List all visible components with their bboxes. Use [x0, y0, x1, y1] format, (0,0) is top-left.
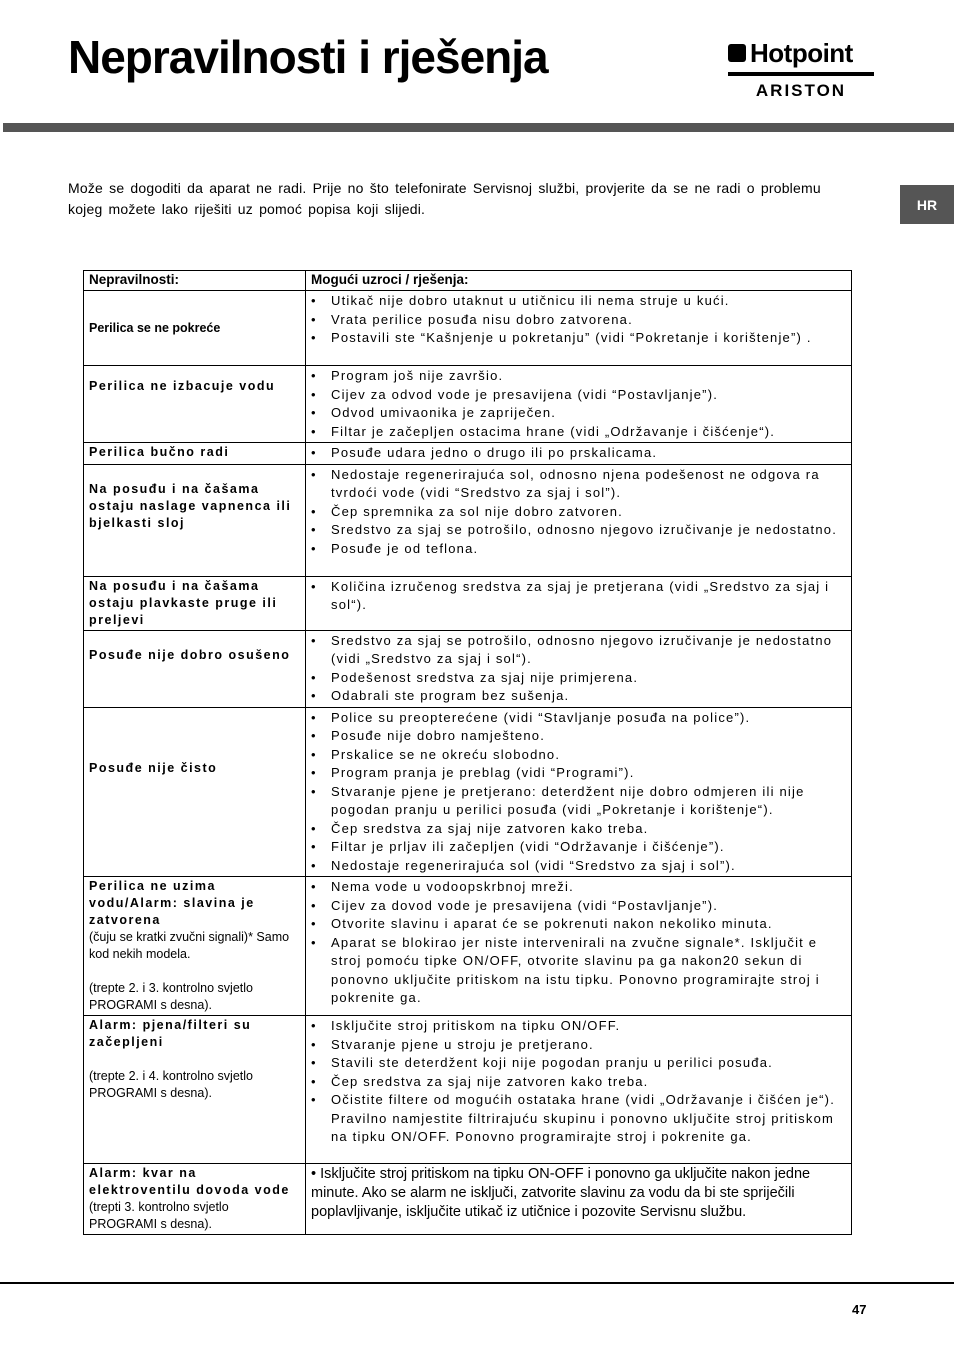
logo-sub: ARISTON [755, 81, 847, 100]
causes-cell [306, 1016, 852, 1164]
cause-item: • Filtar je prljav ili začepljen (vidi “Održavanje i čišćenje”). [311, 838, 846, 857]
cause-item: • Posuđe nije dobro namješteno. [311, 727, 846, 746]
table-row [84, 707, 852, 877]
problem-cell: Na posuđu i na čašama ostaju naslage vapnenca ili bjelkasti sloj [84, 464, 306, 576]
table-row [84, 1164, 852, 1235]
cause-item: • Police su preopterećene (vidi “Stavljanje posuđa na police”). [311, 709, 846, 728]
cause-item: • Utikač nije dobro utaknut u utičnicu ili nema struje u kući. [311, 292, 846, 311]
table-row [84, 576, 852, 630]
page-number: 47 [852, 1302, 867, 1317]
problem-note: (čuju se kratki zvučni signali)* Samo kod nekih modela. [89, 930, 290, 961]
causes-cell [306, 707, 852, 877]
table-row [84, 291, 852, 366]
problem-cell: Perilica se ne pokreće [84, 291, 306, 366]
table-row [84, 464, 852, 576]
cause-item: • Stvaranje pjene u stroju je pretjerano. [311, 1036, 846, 1055]
cause-item: • Nema vode u vodoopskrbnoj mreži. [311, 878, 846, 897]
problem-note: (trepte 2. i 3. kontrolno svjetlo PROGRAMI s desna). [89, 981, 253, 1012]
cause-item: • Program još nije završio. [311, 367, 846, 386]
logo-square-icon [728, 44, 746, 62]
cause-item: • Sredstvo za sjaj se potrošilo, odnosno njegovo izručivanje je nedostatno. [311, 521, 846, 540]
page-title: Nepravilnosti i rješenja [68, 31, 548, 83]
cause-item: • Cijev za dovod vode je presavijena (vidi “Postavljanje”). [311, 897, 846, 916]
problem-cell: Posuđe nije čisto [84, 707, 306, 877]
problem-note: (trepte 2. i 4. kontrolno svjetlo PROGRAMI s desna). [89, 1069, 253, 1100]
problem-cell: Perilica ne izbacuje vodu [84, 366, 306, 443]
cause-item: • Posuđe udara jedno o drugo ili po prskalicama. [311, 444, 846, 463]
cause-item: • Podešenost sredstva za sjaj nije primjerena. [311, 669, 846, 688]
cause-item: • Isključite stroj pritiskom na tipku ON/OFF. [311, 1017, 846, 1036]
causes-cell [306, 443, 852, 465]
logo-bar [728, 72, 874, 76]
intro-text: Može se dogoditi da aparat ne radi. Prije no što telefonirate Servisnoj službi, provjerite da se ne radi o problemu kojeg možete lako riješiti uz pomoć popisa koji slijedi. [68, 180, 821, 217]
cause-item: • Vrata perilice posuđa nisu dobro zatvorena. [311, 311, 846, 330]
cause-item: • Čep spremnika za sol nije dobro zatvoren. [311, 503, 846, 522]
troubleshooting-table [83, 270, 852, 1235]
table-row [84, 366, 852, 443]
problem-cell: Perilica bučno radi [84, 443, 306, 465]
cause-item: • Odvod umivaonika je zapriječen. [311, 404, 846, 423]
table-row [84, 630, 852, 707]
table-row [84, 1016, 852, 1164]
cause-item: • Očistite filtere od mogućih ostataka hrane (vidi „Održavanje i čišćen je“). Pravilno namjestite filtrirajuću skupinu i ponovno uključite stroj pritiskom na tipku ON/OFF. Ponovno programirajte stroj i pokrenite ga. [311, 1091, 846, 1147]
problem-cell: Na posuđu i na čašama ostaju plavkaste pruge ili preljevi [84, 576, 306, 630]
logo-brand: Hotpoint [750, 38, 853, 68]
cause-item: • Odabrali ste program bez sušenja. [311, 687, 846, 706]
brand-logo [728, 40, 874, 102]
problem-cell: Perilica ne uzima vodu/Alarm: slavina je zatvorena (čuju se kratki zvučni signali)* Samo kod nekih modela. (trepte 2. i 3. kontrolno svjetlo PROGRAMI s desna). [84, 877, 306, 1016]
table-header-row [84, 271, 852, 291]
causes-cell [306, 366, 852, 443]
causes-cell [306, 877, 852, 1016]
table-row [84, 877, 852, 1016]
cause-item: • Postavili ste “Kašnjenje u pokretanju” (vidi “Pokretanje i korištenje”) . [311, 329, 846, 348]
header-problems: Nepravilnosti: [84, 271, 306, 291]
cause-item: • Prskalice se ne okreću slobodno. [311, 746, 846, 765]
table-row [84, 443, 852, 465]
cause-item: • Cijev za odvod vode je presavijena (vidi “Postavljanje”). [311, 386, 846, 405]
causes-cell [306, 464, 852, 576]
problem-note: (trepti 3. kontrolno svjetlo PROGRAMI s desna). [89, 1200, 229, 1231]
cause-item: • Nedostaje regenerirajuća sol (vidi “Sredstvo za sjaj i sol”). [311, 857, 846, 876]
problem-cell: Alarm: pjena/filteri su začepljeni (trepte 2. i 4. kontrolno svjetlo PROGRAMI s desna). [84, 1016, 306, 1164]
header-causes: Mogući uzroci / rješenja: [306, 271, 852, 291]
language-tab: HR [900, 185, 954, 224]
cause-item: • Posuđe je od teflona. [311, 540, 846, 559]
cause-item: • Aparat se blokirao jer niste intervenirali na zvučne signale*. Isključit e stroj pomoću tipke ON/OFF, otvorite slavinu pa ga nakon20 sekun di ponovno uključite pritiskom na istu tipku. Ponovno programirajte stroj i pokrenite ga. [311, 934, 846, 1008]
cause-item: • Količina izručenog sredstva za sjaj je pretjerana (vidi „Sredstvo za sjaj i sol“). [311, 578, 846, 615]
causes-cell [306, 1164, 852, 1235]
causes-cell [306, 291, 852, 366]
footer-divider [0, 1282, 954, 1284]
problem-cell: Alarm: kvar na elektroventilu dovoda vode (trepti 3. kontrolno svjetlo PROGRAMI s desna). [84, 1164, 306, 1235]
problem-cell: Posuđe nije dobro osušeno [84, 630, 306, 707]
cause-item: • Sredstvo za sjaj se potrošilo, odnosno njegovo izručivanje je nedostatno (vidi „Sredstvo za sjaj i sol“). [311, 632, 846, 669]
cause-item: • Čep sredstva za sjaj nije zatvoren kako treba. [311, 1073, 846, 1092]
cause-item: • Nedostaje regenerirajuća sol, odnosno njena podešenost ne odgova ra tvrdoći vode (vidi “Sredstvo za sjaj i sol”). [311, 466, 846, 503]
cause-item: • Stavili ste deterdžent koji nije pogodan pranju u perilici posuđa. [311, 1054, 846, 1073]
causes-cell [306, 630, 852, 707]
cause-item: • Čep sredstva za sjaj nije zatvoren kako treba. [311, 820, 846, 839]
cause-item: • Otvorite slavinu i aparat će se pokrenuti nakon nekoliko minuta. [311, 915, 846, 934]
causes-cell [306, 576, 852, 630]
header-divider [3, 123, 954, 132]
cause-text: • Isključite stroj pritiskom na tipku ON-OFF i ponovno ga uključite nakon jedne minute. Ako se alarm ne isključi, zatvorite slavinu za vodu da bi ste spriječili poplavljivanje, isključite utikač iz utičnice i pozovite Servisnu službu. [311, 1166, 811, 1220]
cause-item: • Program pranja je preblag (vidi “Programi”). [311, 764, 846, 783]
cause-item: • Filtar je začepljen ostacima hrane (vidi „Održavanje i čišćenje“). [311, 423, 846, 442]
cause-item: • Stvaranje pjene je pretjerano: deterdžent nije dobro odmjeren ili nije pogodan pranju u perilici posuđa (vidi „Pokretanje i korištenje“). [311, 783, 846, 820]
